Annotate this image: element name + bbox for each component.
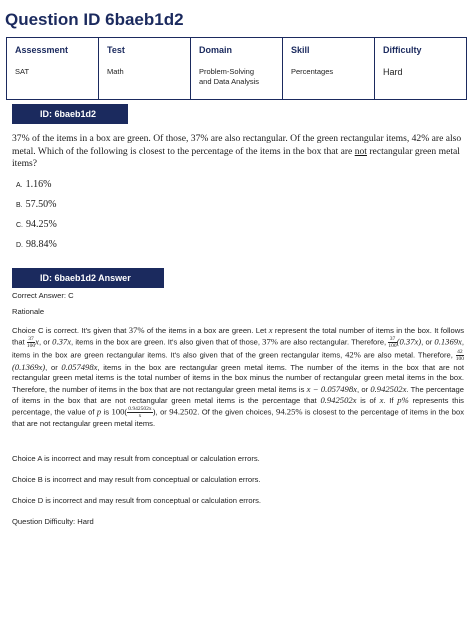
r-math: p% [397,394,409,405]
meta-domain [191,38,283,99]
stem-not-underlined: not [354,145,367,157]
question-title: Question ID 6baeb1d2 [5,10,184,29]
r-text: of the items in a box are green. Let [144,326,269,335]
r-math: x − 0.057498x [306,383,357,394]
meta-header-test: Test [107,45,125,55]
r-text: , items in the box are green rectangular items. It's also given that of the green rectangular items, [12,337,464,360]
meta-value-test: Math [107,67,124,76]
r-text: . Of the given choices, [197,407,277,417]
r-math: 100 [111,406,125,417]
choice-a[interactable] [16,179,51,190]
r-math: x [268,325,273,335]
r-text: , or [38,337,53,347]
r-math: 0.37x [52,336,72,347]
meta-value-difficulty: Hard [383,67,403,77]
r-text: represent the total number of items in the box. It follows that [12,326,464,347]
fraction-42-100 [456,349,464,362]
r-text: , or [421,337,435,347]
r-text: . The percentage of items in the box that are not rectangular green metal items is the percentage that [12,384,464,405]
frac-num: 0.942502x [128,406,152,413]
r-text: , or [356,384,371,394]
stem-percent-2: 37% [190,133,209,144]
fraction-37-100 [27,336,35,349]
choice-letter: D. [16,242,23,249]
r-math: x [35,336,39,347]
frac-den: 100 [26,343,36,350]
meta-skill [283,38,375,99]
stem-text-3: are also metal. Which of the following is closest to the percentage of the items in the box that are [12,133,462,157]
r-text: , items in the box are green. It's also given that of those, [71,337,263,347]
r-text: , items in the box are rectangular green metal items. The number of the items in the box that are not rectangular green metal items is the total number of items in the box minus the number of rectangular green metal items in the box. Therefore, the number of items in the box that are not rectangular green metal items is [12,363,464,394]
meta-value-domain-line2: and Data Analysis [199,77,260,86]
meta-header-skill: Skill [291,45,310,55]
r-math: 0.942502x [370,383,407,394]
frac-num: 37 [28,336,34,343]
choice-value: 94.25% [26,219,57,230]
choice-letter: C. [16,222,23,229]
stem-percent-3: 42% [411,133,430,144]
fraction-percent [127,406,152,419]
stem-percent-1: 37% [12,133,30,144]
r-math: 0.942502x [320,394,357,405]
meta-difficulty [375,38,466,99]
answer-banner: ID: 6baeb1d2 Answer [12,268,164,288]
explanation-d: Choice D is incorrect and may result from conceptual or calculation errors. [12,496,262,505]
r-math: 0.1369x [434,336,462,347]
choice-letter: B. [16,202,23,209]
paren-close: ) [152,406,156,417]
r-text: is of [356,395,380,405]
frac-den: x [138,413,142,420]
meta-value-skill: Percentages [291,67,334,76]
frac-den: 100 [388,343,397,350]
choice-value: 1.16% [25,179,52,190]
r-text: represents this percentage, the value of [12,395,464,417]
choice-b[interactable] [16,199,56,210]
r-text: , or [155,407,170,417]
meta-header-assessment: Assessment [15,45,69,55]
meta-test [99,38,191,99]
choice-value: 57.50% [25,199,57,210]
r-math: 37% [262,336,278,347]
question-difficulty: Question Difficulty: Hard [12,517,94,526]
rationale-label: Rationale [12,307,45,316]
meta-header-difficulty: Difficulty [383,45,422,55]
r-math: x [379,394,384,405]
metadata-table [6,37,467,100]
choice-letter: A. [16,182,23,189]
meta-value-assessment: SAT [15,67,30,76]
stem-text-2: are also rectangular. Of the green rectangular items, [208,133,412,144]
choice-value: 98.84% [26,239,57,250]
fraction-37-100 [388,336,396,349]
r-math: 94.2502 [169,406,198,417]
r-math: p [96,406,102,417]
r-text: . If [383,395,398,405]
question-stem [12,133,462,171]
r-math: 94.25% [276,406,303,417]
choice-d[interactable] [16,239,57,250]
r-math: (0.37x) [396,336,422,347]
meta-header-domain: Domain [199,45,233,55]
stem-text-4: rectangular green metal items? [12,145,460,169]
r-math: 0.057498x [61,362,98,373]
frac-den: 100 [455,356,464,363]
r-math: (0.1369x) [12,362,46,373]
frac-num: 42 [457,349,463,356]
choice-c[interactable] [16,219,57,230]
rationale-text [12,325,464,429]
r-text: are also metal. Therefore, [360,350,456,360]
stem-text-1: of the items in a box are green. Of those, [29,133,191,144]
meta-value-domain-line1: Problem-Solving [199,67,255,76]
r-text: are also rectangular. Therefore, [277,337,389,347]
question-id-banner: ID: 6baeb1d2 [12,104,128,124]
r-math: 42% [345,349,361,360]
explanation-a: Choice A is incorrect and may result from conceptual or calculation errors. [12,454,260,463]
meta-assessment [7,38,99,99]
frac-num: 37 [389,336,396,343]
r-text: Choice C is correct. It's given that [12,326,129,335]
r-text: is [101,407,112,417]
correct-answer: Correct Answer: C [12,291,74,300]
paren-open: ( [124,406,128,417]
r-text: , or [45,363,62,373]
r-math: 37% [128,325,145,335]
r-text: is closest to the percentage of items in the box that are not rectangular green metal items. [12,407,464,429]
explanation-b: Choice B is incorrect and may result from conceptual or calculation errors. [12,475,261,484]
